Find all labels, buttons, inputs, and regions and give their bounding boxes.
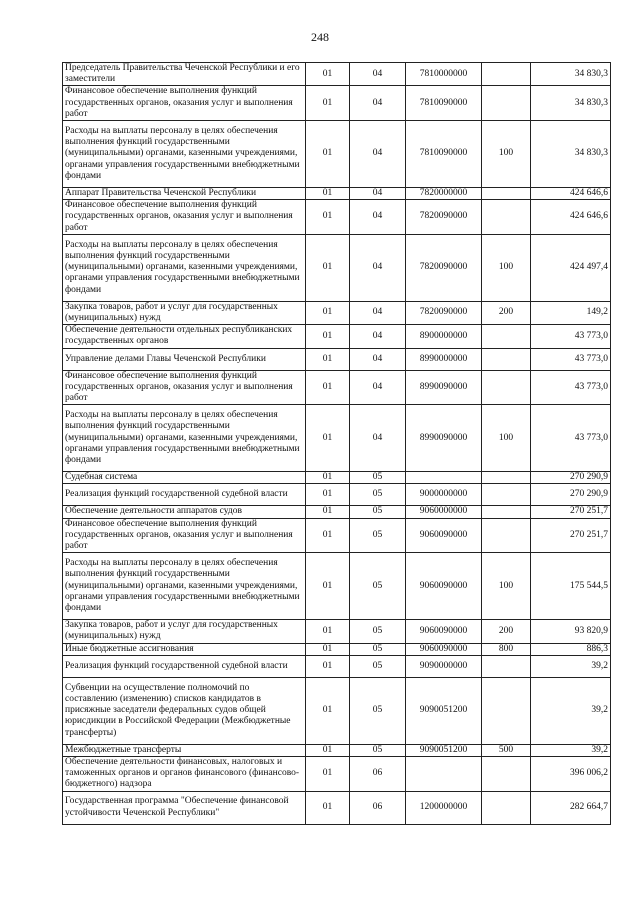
row-target-article-code: 7820090000 <box>406 301 482 324</box>
row-section-code: 01 <box>306 63 350 86</box>
table-row <box>63 121 611 188</box>
table-row <box>63 757 611 792</box>
row-target-article-code: 9060090000 <box>406 518 482 553</box>
table-row <box>63 791 611 824</box>
row-subsection-code: 05 <box>350 677 406 744</box>
row-target-article-code: 9090051200 <box>406 677 482 744</box>
row-section-code: 01 <box>306 620 350 643</box>
row-subsection-code: 04 <box>350 121 406 188</box>
row-name: Обеспечение деятельности финансовых, налоговых и таможенных органов и органов финансового (финансово-бюджетного) надзора <box>63 757 306 792</box>
table-row <box>63 506 611 518</box>
row-name: Обеспечение деятельности аппаратов судов <box>63 506 306 518</box>
row-subsection-code: 04 <box>350 405 406 472</box>
row-expense-type-code: 200 <box>482 620 531 643</box>
row-section-code: 01 <box>306 86 350 121</box>
row-name: Обеспечение деятельности отдельных республиканских государственных органов <box>63 325 306 348</box>
row-name: Финансовое обеспечение выполнения функций государственных органов, оказания услуг и выполнения работ <box>63 86 306 121</box>
row-name: Реализация функций государственной судебной власти <box>63 655 306 677</box>
row-amount: 424 646,6 <box>531 200 611 235</box>
row-expense-type-code <box>482 655 531 677</box>
row-subsection-code: 05 <box>350 643 406 655</box>
row-name: Межбюджетные трансферты <box>63 744 306 756</box>
row-name: Расходы на выплаты персоналу в целях обеспечения выполнения функций государственными (муниципальными) органами, казенными учреждениями, органами управления государственными внебюджетными фондами <box>63 121 306 188</box>
row-section-code: 01 <box>306 791 350 824</box>
row-subsection-code: 04 <box>350 63 406 86</box>
row-amount: 270 290,9 <box>531 472 611 484</box>
row-target-article-code <box>406 757 482 792</box>
row-subsection-code: 05 <box>350 744 406 756</box>
row-section-code: 01 <box>306 200 350 235</box>
row-expense-type-code <box>482 506 531 518</box>
row-section-code: 01 <box>306 301 350 324</box>
row-name: Председатель Правительства Чеченской Республики и его заместители <box>63 63 306 86</box>
row-amount: 424 497,4 <box>531 234 611 301</box>
row-amount: 39,2 <box>531 655 611 677</box>
row-subsection-code: 04 <box>350 200 406 235</box>
row-section-code: 01 <box>306 405 350 472</box>
row-section-code: 01 <box>306 757 350 792</box>
row-amount: 270 251,7 <box>531 518 611 553</box>
row-expense-type-code: 800 <box>482 643 531 655</box>
row-expense-type-code <box>482 757 531 792</box>
table-row <box>63 405 611 472</box>
row-subsection-code: 04 <box>350 234 406 301</box>
row-amount: 34 830,3 <box>531 63 611 86</box>
row-amount: 39,2 <box>531 677 611 744</box>
row-target-article-code: 7810090000 <box>406 86 482 121</box>
row-section-code: 01 <box>306 234 350 301</box>
table-row <box>63 63 611 86</box>
row-amount: 282 664,7 <box>531 791 611 824</box>
row-expense-type-code: 100 <box>482 553 531 620</box>
row-subsection-code: 04 <box>350 86 406 121</box>
row-target-article-code: 7820090000 <box>406 200 482 235</box>
table-row <box>63 655 611 677</box>
budget-table <box>62 62 611 825</box>
row-section-code: 01 <box>306 370 350 405</box>
row-name: Финансовое обеспечение выполнения функций государственных органов, оказания услуг и выполнения работ <box>63 200 306 235</box>
row-expense-type-code <box>482 348 531 370</box>
row-name: Иные бюджетные ассигнования <box>63 643 306 655</box>
table-row <box>63 620 611 643</box>
row-subsection-code: 04 <box>350 348 406 370</box>
row-target-article-code: 7810000000 <box>406 63 482 86</box>
row-section-code: 01 <box>306 643 350 655</box>
row-expense-type-code <box>482 472 531 484</box>
row-subsection-code: 05 <box>350 655 406 677</box>
row-amount: 43 773,0 <box>531 325 611 348</box>
row-target-article-code: 7820000000 <box>406 188 482 200</box>
row-name: Аппарат Правительства Чеченской Республики <box>63 188 306 200</box>
table-row <box>63 234 611 301</box>
row-target-article-code: 8900000000 <box>406 325 482 348</box>
row-subsection-code: 04 <box>350 325 406 348</box>
row-section-code: 01 <box>306 348 350 370</box>
row-target-article-code: 9090000000 <box>406 655 482 677</box>
row-target-article-code: 7810090000 <box>406 121 482 188</box>
row-name: Субвенции на осуществление полномочий по составлению (изменению) списков кандидатов в присяжные заседатели федеральных судов общей юрисдикции в Российской Федерации (Межбюджетные трансферты) <box>63 677 306 744</box>
table-row <box>63 643 611 655</box>
row-subsection-code: 04 <box>350 188 406 200</box>
row-name: Расходы на выплаты персоналу в целях обеспечения выполнения функций государственными (муниципальными) органами, казенными учреждениями, органами управления государственными внебюджетными фондами <box>63 405 306 472</box>
row-subsection-code: 06 <box>350 757 406 792</box>
row-expense-type-code <box>482 791 531 824</box>
table-row <box>63 86 611 121</box>
row-target-article-code: 8990090000 <box>406 405 482 472</box>
row-subsection-code: 05 <box>350 484 406 506</box>
table-row <box>63 553 611 620</box>
row-name: Финансовое обеспечение выполнения функций государственных органов, оказания услуг и выполнения работ <box>63 370 306 405</box>
row-amount: 270 251,7 <box>531 506 611 518</box>
row-expense-type-code <box>482 370 531 405</box>
table-row <box>63 370 611 405</box>
row-amount: 43 773,0 <box>531 370 611 405</box>
row-section-code: 01 <box>306 325 350 348</box>
table-row <box>63 472 611 484</box>
row-target-article-code: 9060000000 <box>406 506 482 518</box>
row-subsection-code: 04 <box>350 301 406 324</box>
row-amount: 34 830,3 <box>531 121 611 188</box>
row-section-code: 01 <box>306 677 350 744</box>
row-section-code: 01 <box>306 655 350 677</box>
row-amount: 43 773,0 <box>531 405 611 472</box>
row-section-code: 01 <box>306 121 350 188</box>
row-amount: 34 830,3 <box>531 86 611 121</box>
row-name: Расходы на выплаты персоналу в целях обеспечения выполнения функций государственными (муниципальными) органами, казенными учреждениями, органами управления государственными внебюджетными фондами <box>63 234 306 301</box>
row-amount: 93 820,9 <box>531 620 611 643</box>
row-subsection-code: 05 <box>350 553 406 620</box>
table-row <box>63 301 611 324</box>
row-amount: 43 773,0 <box>531 348 611 370</box>
row-subsection-code: 05 <box>350 472 406 484</box>
row-subsection-code: 05 <box>350 518 406 553</box>
table-body <box>63 63 611 825</box>
row-amount: 270 290,9 <box>531 484 611 506</box>
row-target-article-code: 9090051200 <box>406 744 482 756</box>
row-subsection-code: 04 <box>350 370 406 405</box>
row-name: Государственная программа "Обеспечение финансовой устойчивости Чеченской Республики" <box>63 791 306 824</box>
row-name: Финансовое обеспечение выполнения функций государственных органов, оказания услуг и выполнения работ <box>63 518 306 553</box>
row-section-code: 01 <box>306 518 350 553</box>
row-amount: 396 006,2 <box>531 757 611 792</box>
row-name: Закупка товаров, работ и услуг для государственных (муниципальных) нужд <box>63 620 306 643</box>
row-target-article-code: 9060090000 <box>406 620 482 643</box>
row-expense-type-code <box>482 325 531 348</box>
row-name: Закупка товаров, работ и услуг для государственных (муниципальных) нужд <box>63 301 306 324</box>
row-amount: 886,3 <box>531 643 611 655</box>
row-target-article-code: 7820090000 <box>406 234 482 301</box>
row-name: Расходы на выплаты персоналу в целях обеспечения выполнения функций государственными (муниципальными) органами, казенными учреждениями, органами управления государственными внебюджетными фондами <box>63 553 306 620</box>
row-section-code: 01 <box>306 472 350 484</box>
row-target-article-code: 9000000000 <box>406 484 482 506</box>
row-expense-type-code <box>482 86 531 121</box>
table-row <box>63 484 611 506</box>
row-expense-type-code: 100 <box>482 234 531 301</box>
row-target-article-code: 9060090000 <box>406 553 482 620</box>
row-expense-type-code: 100 <box>482 405 531 472</box>
row-section-code: 01 <box>306 744 350 756</box>
row-target-article-code: 8990090000 <box>406 370 482 405</box>
row-subsection-code: 05 <box>350 506 406 518</box>
row-expense-type-code: 200 <box>482 301 531 324</box>
row-section-code: 01 <box>306 484 350 506</box>
row-section-code: 01 <box>306 188 350 200</box>
table-row <box>63 744 611 756</box>
table-row <box>63 200 611 235</box>
table-row <box>63 188 611 200</box>
row-name: Реализация функций государственной судебной власти <box>63 484 306 506</box>
row-expense-type-code <box>482 484 531 506</box>
row-subsection-code: 05 <box>350 620 406 643</box>
row-name: Судебная система <box>63 472 306 484</box>
row-expense-type-code <box>482 188 531 200</box>
table-row <box>63 325 611 348</box>
row-section-code: 01 <box>306 506 350 518</box>
row-amount: 424 646,6 <box>531 188 611 200</box>
row-target-article-code: 1200000000 <box>406 791 482 824</box>
row-subsection-code: 06 <box>350 791 406 824</box>
row-target-article-code <box>406 472 482 484</box>
table-row <box>63 348 611 370</box>
row-target-article-code: 9060090000 <box>406 643 482 655</box>
row-target-article-code: 8990000000 <box>406 348 482 370</box>
row-amount: 175 544,5 <box>531 553 611 620</box>
row-amount: 39,2 <box>531 744 611 756</box>
row-expense-type-code <box>482 200 531 235</box>
row-expense-type-code: 500 <box>482 744 531 756</box>
row-expense-type-code <box>482 518 531 553</box>
table-row <box>63 518 611 553</box>
row-amount: 149,2 <box>531 301 611 324</box>
table-row <box>63 677 611 744</box>
row-expense-type-code <box>482 677 531 744</box>
row-name: Управление делами Главы Чеченской Республики <box>63 348 306 370</box>
row-section-code: 01 <box>306 553 350 620</box>
row-expense-type-code: 100 <box>482 121 531 188</box>
page-number: 248 <box>311 30 329 44</box>
row-expense-type-code <box>482 63 531 86</box>
